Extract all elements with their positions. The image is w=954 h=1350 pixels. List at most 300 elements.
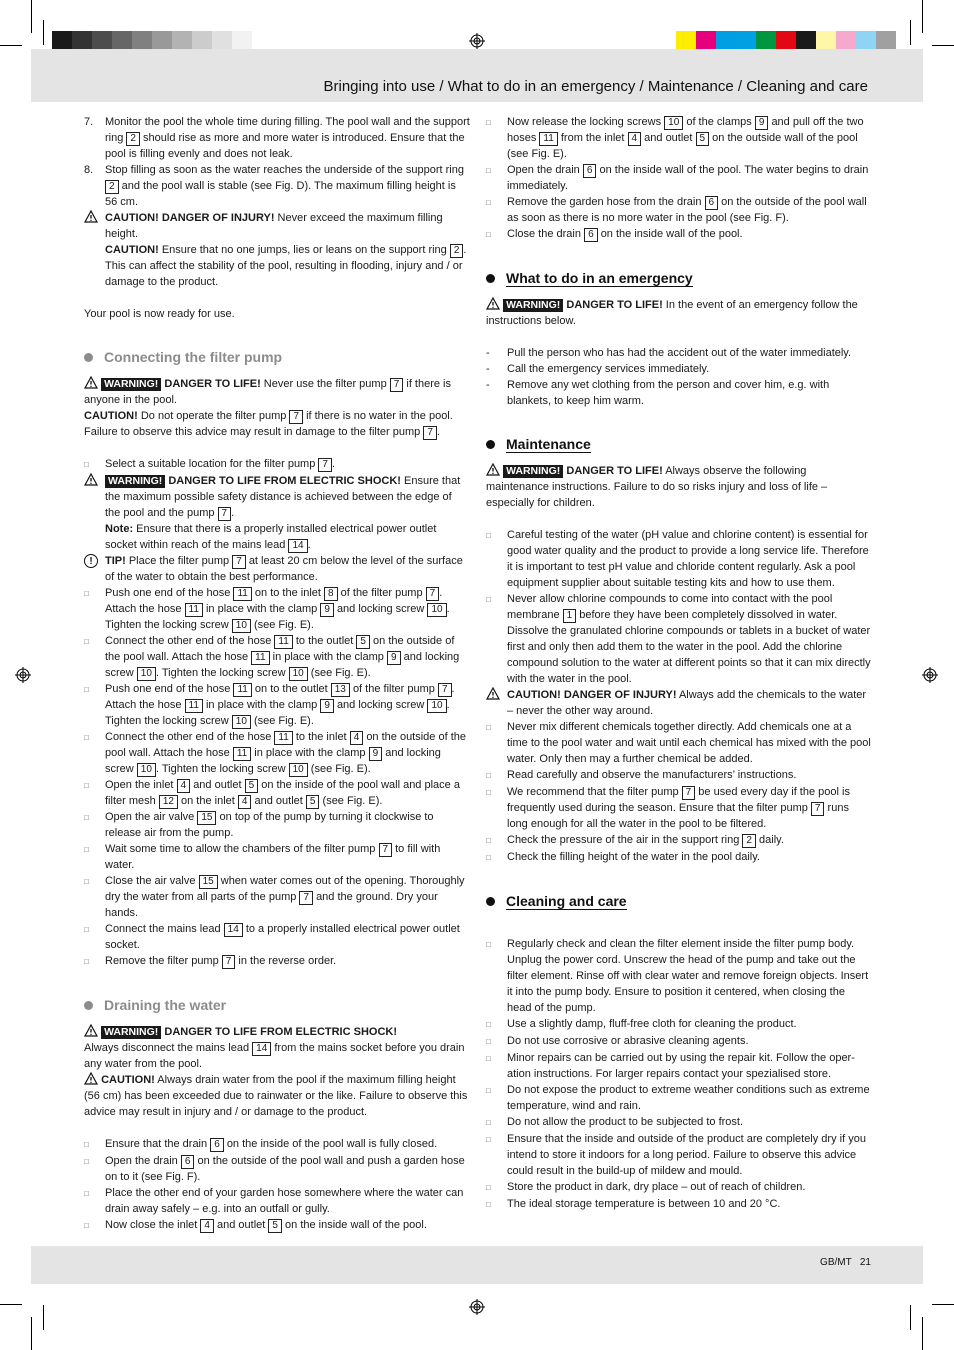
part-ref: 7 [318, 458, 332, 472]
text: Now release the locking screws [507, 116, 662, 128]
crop-mark [922, 0, 923, 33]
warning-badge: WARNING! [105, 475, 165, 488]
text: Place the filter pump [128, 555, 230, 567]
section-heading-draining [84, 994, 470, 1016]
text: Never use the filter pump [263, 378, 387, 390]
part-ref: 11 [185, 699, 203, 713]
part-ref: 7 [438, 683, 452, 697]
color-swatch [676, 31, 696, 51]
text: Open the air valve [105, 811, 195, 823]
part-ref: 11 [274, 731, 292, 745]
text: Draining the water [104, 997, 227, 1013]
part-ref: 6 [181, 1155, 195, 1169]
page-title: Bringing into use / What to do in an emergency / Maintenance / Cleaning and care [323, 78, 868, 95]
part-ref: 4 [350, 731, 364, 745]
text: Select a suitable location for the filter pump [105, 458, 316, 470]
text: in the reverse order. [238, 955, 337, 967]
list-item: □ Remove the filter pump 7 in the reverse order. [84, 955, 337, 967]
color-swatch [212, 31, 232, 51]
text: . Tighten the locking screw [155, 763, 286, 775]
part-ref: 4 [177, 779, 191, 793]
text: on the outside of the pool wall as soon as there is no more water in the pool (see Fig. F). [507, 196, 867, 224]
text: Regularly check and clean the filter element inside the filter pump body. Unplug the power cord. Unscrew the head of the pump and take out the filter element. Rinse off with clear water and remove foreign objects. Insert it into the pump body. Ensure to position it centered, when closing the head of the pump. [507, 938, 869, 1014]
part-ref: 9 [320, 603, 334, 617]
part-ref: 7 [682, 786, 696, 800]
text: (see Fig. E). [322, 795, 383, 807]
text: Ensure that the drain [105, 1138, 208, 1150]
text: and outlet [193, 779, 242, 791]
list-item: □ Store the product in dark, dry place – out of reach of children. [486, 1179, 872, 1196]
list-item: □ Now release the locking screws 10 of the clamps 9 and pull off the two hoses 11 from the inlet 4 and outlet 5 on the outside wall of the pool (see Fig. E). [486, 116, 864, 160]
part-ref: 10 [664, 116, 683, 130]
list-item: □ Ensure that the drain 6 on the inside of the pool wall is fully closed. [84, 1138, 438, 1150]
part-ref: 7 [390, 378, 404, 392]
color-swatch [696, 31, 716, 51]
text: and the pool wall is stable (see Fig. D). The maximum filling height is 56 cm. [105, 180, 456, 208]
color-swatch [152, 31, 172, 51]
crop-mark [910, 1305, 911, 1330]
page-number: GB/MT 21 [820, 1257, 871, 1268]
part-ref: 7 [426, 587, 440, 601]
warning-triangle-icon [84, 210, 98, 223]
text: . This can affect the stability of the pool, resulting in flooding, injury and / or damage to the product. [105, 244, 467, 288]
part-ref: 15 [199, 875, 218, 889]
list-item: □ Connect the other end of the hose 11 to the outlet 5 on the outside of the pool wall. Attach the hose 11 in place with the clamp 9 and locking screw 10 . Tighten the locking screw 10 (see Fig. E). [84, 635, 460, 679]
part-ref: 2 [126, 132, 140, 146]
text: Ensure that no one jumps, lies or leans on the support ring [161, 244, 447, 256]
part-ref: 12 [159, 795, 178, 809]
color-swatch [816, 31, 836, 51]
text: Now close the inlet [105, 1219, 198, 1231]
text: Always drain water from the pool if the maximum filling height (56 cm) has been exceeded due to rainwater or the like. Failure to observe this advice may result in injury and / or damage to the product. [84, 1074, 468, 1118]
part-ref: 7 [379, 843, 393, 857]
text: Call the emergency services immediately. [507, 363, 710, 375]
text: should rise as more and more water is introduced. Ensure that the pool is filling evenly and does not leak. [105, 132, 465, 160]
registration-mark-icon [15, 667, 31, 683]
part-ref: 11 [539, 132, 557, 146]
part-ref: 11 [233, 747, 251, 761]
part-ref: 4 [200, 1219, 214, 1233]
warning-badge: WARNING! [503, 465, 563, 478]
list-item: - Call the emergency services immediately. [486, 363, 710, 375]
text: Ensure that the maximum possible safety distance is achieved between the edge of the pool and the pump [105, 475, 461, 519]
text: (see Fig. E). [310, 763, 371, 775]
color-swatch [736, 31, 756, 51]
caution-block [486, 687, 872, 719]
caution-label: CAUTION! [105, 244, 159, 256]
registration-mark-icon [922, 667, 938, 683]
color-swatch [252, 31, 272, 51]
text: Use a slightly damp, fluff-free cloth for cleaning the product. [507, 1018, 797, 1030]
list-item: - Remove any wet clothing from the person and cover him, e.g. with blankets, to keep him warm. [486, 377, 872, 409]
part-ref: 10 [289, 763, 308, 777]
list-item: □ Place the other end of your garden hose somewhere where the water can drain away safely – e.g. into an outfall or gully. [84, 1187, 464, 1215]
warning-badge: WARNING! [101, 378, 161, 391]
part-ref: 4 [238, 795, 252, 809]
list-item: □ Open the drain 6 on the outside of the pool wall and push a garden hose on to it (see Fig. F). [84, 1155, 465, 1183]
text: on the inside of the pool wall and place a filter mesh [105, 779, 460, 807]
text: Push one end of the hose [105, 683, 231, 695]
warning-triangle-icon [486, 297, 500, 310]
crop-mark [0, 45, 22, 46]
part-ref: 10 [137, 763, 156, 777]
left-column [84, 114, 470, 1234]
part-ref: 9 [369, 747, 383, 761]
text: to fill with water. [105, 843, 441, 871]
list-item: □ Ensure that the inside and outside of the product are completely dry if you intend to store it indoors for a long period. Failure to observe this advice could result in the build-up of mildew and mould. [486, 1131, 872, 1179]
part-ref: 8 [324, 587, 338, 601]
list-item: □ Connect the other end of the hose 11 to the inlet 4 on the outside of the pool wall. Attach the hose 11 in place with the clamp 9 and locking screw 10 . Tighten the locking screw 10 (see Fig. E). [84, 731, 466, 775]
text: and locking screw [105, 651, 460, 679]
list-item: □ Never allow chlorine compounds to come into contact with the pool membrane 1 before they have been completely dissolved in water. Dissolve the granulated chlorine compounds or tablets in a bucket of water first and only then add them to the water in the pool. Add the chlorine compound solution to the water at different points so that it can mix directly with the water in the pool. [486, 593, 871, 685]
bullet-icon [84, 1001, 93, 1010]
bullet-icon [486, 897, 495, 906]
crop-mark [922, 1317, 923, 1350]
warning-badge: WARNING! [503, 299, 563, 312]
text: on the inside of the pool wall is fully closed. [226, 1138, 438, 1150]
part-ref: 7 [299, 891, 313, 905]
warning-triangle-icon [84, 1072, 98, 1085]
color-swatch [716, 31, 736, 51]
text: on the outside of the pool wall and push a garden hose on to it (see Fig. F). [105, 1155, 465, 1183]
warning-label: DANGER TO LIFE FROM ELECTRIC SHOCK! [168, 475, 401, 487]
part-ref: 15 [197, 811, 216, 825]
warning-block [84, 473, 470, 521]
part-ref: 5 [245, 779, 259, 793]
list-item: □ Do not allow the product to be subjected to frost. [486, 1114, 872, 1131]
text: . Tighten the locking screw [155, 667, 286, 679]
part-ref: 10 [232, 619, 251, 633]
text: daily. [759, 834, 784, 846]
text: Open the drain [105, 1155, 178, 1167]
color-swatch [776, 31, 796, 51]
list-item: □ The ideal storage temperature is between 10 and 20 °C. [486, 1196, 872, 1213]
part-ref: 9 [755, 116, 769, 130]
text: . Attach the hose [105, 683, 455, 711]
color-swatch [172, 31, 192, 51]
text: Open the inlet [105, 779, 174, 791]
warning-triangle-icon [486, 687, 500, 700]
color-swatch [132, 31, 152, 51]
text: on the outside of the pool wall. Attach the hose [105, 731, 466, 759]
caution-label: CAUTION! [84, 410, 138, 422]
part-ref: 6 [583, 164, 597, 178]
text: to a properly installed electrical power outlet socket. [105, 923, 460, 951]
bullet-icon [486, 274, 495, 283]
text: Remove any wet clothing from the person and cover him, e.g. with blankets, to keep him warm. [507, 379, 830, 407]
text: to the outlet [295, 635, 354, 647]
caution-label: CAUTION! DANGER OF INJURY! [105, 212, 275, 224]
text: Close the drain [507, 228, 581, 240]
part-ref: 11 [185, 603, 203, 617]
part-ref: 4 [628, 132, 642, 146]
list-item: □ Use a slightly damp, fluff-free cloth for cleaning the product. [486, 1016, 872, 1033]
text: Always disconnect the mains lead [84, 1042, 250, 1054]
text: on the inside wall of the pool. [600, 228, 743, 240]
gray-swatch-bar [52, 31, 272, 51]
color-swatch [836, 31, 856, 51]
part-ref: 5 [268, 1219, 282, 1233]
text: on to the inlet [254, 587, 321, 599]
text: and the ground. Dry your hands. [105, 891, 438, 919]
registration-mark-icon [469, 33, 485, 49]
crop-mark [0, 1304, 22, 1305]
text: and locking screw [105, 747, 441, 775]
text: and outlet [644, 132, 693, 144]
text: and pull off the two hoses [507, 116, 864, 144]
part-ref: 10 [289, 667, 308, 681]
text: and outlet [217, 1219, 266, 1231]
text: We recommend that the filter pump [507, 786, 679, 798]
part-ref: 10 [427, 603, 446, 617]
text: Connect the mains lead [105, 923, 221, 935]
text: Store the product in dark, dry place – out of reach of children. [507, 1181, 806, 1193]
part-ref: 14 [252, 1042, 271, 1056]
text: . Attach the hose [105, 587, 443, 615]
crop-mark [31, 1317, 32, 1350]
text: runs long enough for all the water in the pool to be filtered. [507, 802, 849, 830]
text: Do not use corrosive or abrasive cleaning agents. [507, 1035, 749, 1047]
text: Connecting the filter pump [104, 349, 283, 365]
list-item: □ Close the drain 6 on the inside wall of the pool. [486, 228, 743, 240]
text: when water comes out of the opening. Thoroughly dry the water from all parts of the pump [105, 875, 465, 903]
warning-triangle-icon [486, 463, 500, 476]
text: The ideal storage temperature is between 10 and 20 °C. [507, 1198, 781, 1210]
text: and outlet [254, 795, 303, 807]
text: on the inside wall of the pool. The water begins to drain immediately. [507, 164, 869, 192]
text: Connect the other end of the hose [105, 731, 272, 743]
list-item: □ Careful testing of the water (pH value and chlorine content) is essential for good water quality and the product to provide a long service life. Therefore it is important to test pH value and chloride content regularly. Ask a pool equipment supplier about suitable testing kits and how to use them. [486, 527, 872, 591]
part-ref: 11 [233, 683, 251, 697]
text: Do not operate the filter pump [140, 410, 287, 422]
ready-text: Your pool is now ready for use. [84, 308, 235, 320]
text: Never mix different chemicals together directly. Add chemicals one at a time to the pool water and wait until each chemical has mixed with the pool water. Only then may a further chemical be added. [507, 721, 871, 765]
list-item: □ Open the air valve 15 on top of the pump by turning it clockwise to release air from the pump. [84, 811, 434, 839]
list-item: - Pull the person who has had the accident out of the water immediately. [486, 347, 852, 359]
list-item: □ Push one end of the hose 11 on to the outlet 13 of the filter pump 7 . Attach the hose 11 in place with the clamp 9 and locking screw 10 . Tighten the locking screw 10 (see Fig. E). [84, 683, 455, 727]
text: In the event of an emergency follow the instructions below. [486, 299, 858, 327]
color-swatch [112, 31, 132, 51]
note-label: Note: [105, 523, 134, 535]
list-item: □ We recommend that the filter pump 7 be used every day if the pool is frequently used during the season. Ensure that the filter pump 7 runs long enough for all the water in the pool to be filtered. [486, 786, 850, 830]
part-ref: 10 [137, 667, 156, 681]
text: Close the air valve [105, 875, 196, 887]
text: . Tighten the locking screw [105, 603, 450, 631]
part-ref: 6 [705, 196, 719, 210]
step-number: 7. [84, 116, 94, 128]
text: in place with the clamp [254, 747, 366, 759]
part-ref: 5 [356, 635, 370, 649]
warning-triangle-icon [84, 1024, 98, 1037]
warning-label: DANGER TO LIFE! [566, 465, 663, 477]
text: Careful testing of the water (pH value and chlorine content) is essential for good water quality and the product to provide a long service life. Therefore it is important to test pH value and chloride content regularly. Ask a pool equipment supplier about suitable testing kits and how to use them. [507, 529, 869, 589]
color-swatch [192, 31, 212, 51]
text: Remove the filter pump [105, 955, 219, 967]
part-ref: 2 [105, 180, 119, 194]
text: Read carefully and observe the manufacturers’ instructions. [507, 769, 797, 781]
list-item: □ Wait some time to allow the chambers of the filter pump 7 to fill with water. [84, 843, 441, 871]
list-item: □ Regularly check and clean the filter element inside the filter pump body. Unplug the power cord. Unscrew the head of the pump and take out the filter element. Rinse off with clear water and remove foreign objects. Insert it into the pump body. Ensure to position it centered, when closing the head of the pump. [486, 936, 872, 1016]
crop-mark [31, 0, 32, 33]
warning-label: DANGER TO LIFE! [566, 299, 663, 311]
part-ref: 10 [232, 715, 251, 729]
crop-mark [932, 1304, 954, 1305]
color-swatch [796, 31, 816, 51]
part-ref: 7 [218, 507, 232, 521]
text: if there is anyone in the pool. [84, 378, 452, 406]
color-swatch [756, 31, 776, 51]
part-ref: 7 [811, 802, 825, 816]
text: Stop filling as soon as the water reaches the underside of the support ring [105, 164, 464, 176]
text: . [331, 458, 336, 470]
text: Cleaning and care [506, 892, 627, 909]
tip-exclamation-icon: ! [84, 554, 98, 568]
section-heading-cleaning [486, 890, 872, 912]
text: of the filter pump [352, 683, 435, 695]
list-item: □ Do not use corrosive or abrasive cleaning agents. [486, 1033, 872, 1050]
tip-block [84, 553, 470, 585]
list-item: □ Select a suitable location for the filter pump 7 . [84, 458, 336, 470]
part-ref: 9 [320, 699, 334, 713]
text: Always observe the following maintenance instructions. Failure to do so risks injury and loss of life – especially for children. [486, 465, 828, 509]
color-swatch [92, 31, 112, 51]
text: Do not expose the product to extreme weather conditions such as extreme temperature, wind and rain. [507, 1084, 870, 1112]
part-ref: 11 [233, 587, 251, 601]
text: be used every day if the pool is frequently used during the season. Ensure that the filter pump [507, 786, 850, 814]
part-ref: 7 [222, 955, 236, 969]
part-ref: 7 [232, 555, 246, 569]
list-item: □ Do not expose the product to extreme weather conditions such as extreme temperature, wind and rain. [486, 1082, 872, 1114]
text: Monitor the pool the whole time during filling. The pool wall and the support ring [105, 116, 470, 144]
part-ref: 13 [331, 683, 350, 697]
list-item: □ Open the inlet 4 and outlet 5 on the inside of the pool wall and place a filter mesh 12 on the inlet 4 and outlet 5 (see Fig. E). [84, 779, 460, 807]
text: . Tighten the locking screw [105, 699, 450, 727]
text: on the outside wall of the pool (see Fig. E). [507, 132, 858, 160]
list-item [84, 114, 470, 162]
part-ref: 11 [274, 635, 292, 649]
part-ref: 10 [427, 699, 446, 713]
list-item: □ Connect the mains lead 14 to a properly installed electrical power outlet socket. [84, 923, 460, 951]
text: Place the other end of your garden hose somewhere where the water can drain away safely – e.g. into an outfall or gully. [105, 1187, 464, 1215]
text: Do not allow the product to be subjected to frost. [507, 1116, 744, 1128]
text: if there is no water in the pool. Failure to observe this advice may result in damage to the filter pump [84, 410, 453, 438]
part-ref: 1 [563, 609, 577, 623]
part-ref: 2 [450, 244, 464, 258]
text: Wait some time to allow the chambers of the filter pump [105, 843, 376, 855]
part-ref: 6 [584, 228, 598, 242]
text: before they have been completely dissolved in water. Dissolve the granulated chlorine compounds or tablets in a bucket of water first and only then add them to the water in the pool. Add the chlorine compound solution to the water at different points so that it can mix directly with the water in the pool. [507, 609, 871, 685]
text: Ensure that the inside and outside of the product are completely dry if you intend to store it indoors for a long period. Failure to observe this advice could result in the build-up of mildew and mould. [507, 1133, 866, 1177]
part-ref: 11 [251, 651, 269, 665]
text: in place with the clamp [205, 603, 318, 615]
caution-label: CAUTION! [101, 1074, 155, 1086]
text: Connect the other end of the hose [105, 635, 272, 647]
color-swatch-bar [676, 31, 896, 51]
footer-band [31, 1246, 923, 1284]
text: and locking screw [336, 603, 425, 615]
text: Open the drain [507, 164, 580, 176]
part-ref: 5 [696, 132, 710, 146]
crop-mark [43, 1305, 44, 1330]
part-ref: 7 [289, 410, 303, 424]
list-item: □ Check the pressure of the air in the support ring 2 daily. [486, 834, 784, 846]
text: Never allow chlorine compounds to come into contact with the pool membrane [507, 593, 833, 621]
text: from the inlet [560, 132, 625, 144]
text: at least 20 cm below the level of the surface of the water to obtain the best performance. [105, 555, 463, 583]
list-item: □ Check the filling height of the water in the pool daily. [486, 849, 872, 866]
text: Check the filling height of the water in the pool daily. [507, 851, 760, 863]
text: on top of the pump by turning it clockwise to release air from the pump. [105, 811, 434, 839]
text: Never exceed the maximum filling height. [105, 212, 443, 240]
list-item: □ Remove the garden hose from the drain 6 on the outside of the pool wall as soon as there is no more water in the pool (see Fig. F). [486, 196, 867, 224]
right-column [486, 114, 872, 1213]
text: Remove the garden hose from the drain [507, 196, 702, 208]
text: on the inlet [181, 795, 235, 807]
crop-mark [932, 45, 954, 46]
text: to the inlet [295, 731, 347, 743]
color-swatch [876, 31, 896, 51]
warning-triangle-icon [84, 473, 98, 486]
section-heading-emergency [486, 267, 872, 289]
color-swatch [72, 31, 92, 51]
part-ref: 2 [742, 834, 756, 848]
text: on the outside of the pool wall. Attach the hose [105, 635, 455, 663]
bullet-icon [84, 353, 93, 362]
text: (see Fig. E). [253, 715, 314, 727]
text: and locking screw [336, 699, 425, 711]
text: Pull the person who has had the accident out of the water immediately. [507, 347, 852, 359]
part-ref: 9 [387, 651, 401, 665]
list-item: □ Now close the inlet 4 and outlet 5 on the inside wall of the pool. [84, 1219, 427, 1231]
section-heading-filter-pump [84, 346, 470, 368]
text: in place with the clamp [272, 651, 384, 663]
color-swatch [52, 31, 72, 51]
color-swatch [232, 31, 252, 51]
text: on to the outlet [254, 683, 328, 695]
part-ref: 7 [423, 426, 437, 440]
text: of the clamps [686, 116, 752, 128]
text: . [436, 426, 440, 438]
text: (see Fig. E). [253, 619, 314, 631]
list-item: □ Minor repairs can be carried out by using the repair kit. Follow the oper- ation instructions. For larger repairs contact your spezialised store. [486, 1050, 872, 1082]
warning-label: DANGER TO LIFE FROM ELECTRIC SHOCK! [164, 1026, 398, 1038]
warning-triangle-icon [84, 376, 98, 389]
text: (see Fig. E). [310, 667, 371, 679]
text: Always add the chemicals to the water – never the other way around. [507, 689, 867, 717]
text: Maintenance [506, 435, 591, 452]
color-swatch [856, 31, 876, 51]
text: Push one end of the hose [105, 587, 231, 599]
section-heading-maintenance [486, 433, 872, 455]
text: Check the pressure of the air in the support ring [507, 834, 740, 846]
text: of the filter pump [340, 587, 423, 599]
list-item: □ Read carefully and observe the manufacturers’ instructions. [486, 767, 872, 784]
part-ref: 6 [210, 1138, 224, 1152]
bullet-icon [486, 440, 495, 449]
caution-block [84, 210, 470, 290]
tip-label: TIP! [105, 555, 126, 567]
part-ref: 14 [224, 923, 243, 937]
list-item: □ Push one end of the hose 11 on to the inlet 8 of the filter pump 7 . Attach the hose 11 in place with the clamp 9 and locking screw 10 . Tighten the locking screw 10 (see Fig. E). [84, 587, 450, 631]
list-item: □ Close the air valve 15 when water comes out of the opening. Thoroughly dry the water from all parts of the pump 7 and the ground. Dry your hands. [84, 875, 465, 919]
caution-label: CAUTION! DANGER OF INJURY! [507, 689, 677, 701]
text: on the inside wall of the pool. [285, 1219, 427, 1231]
part-ref: 5 [306, 795, 320, 809]
crop-mark [43, 20, 44, 45]
text: from the mains socket before you drain any water from the pool. [84, 1042, 465, 1070]
registration-mark-icon [469, 1299, 485, 1315]
step-number: 8. [84, 164, 94, 176]
